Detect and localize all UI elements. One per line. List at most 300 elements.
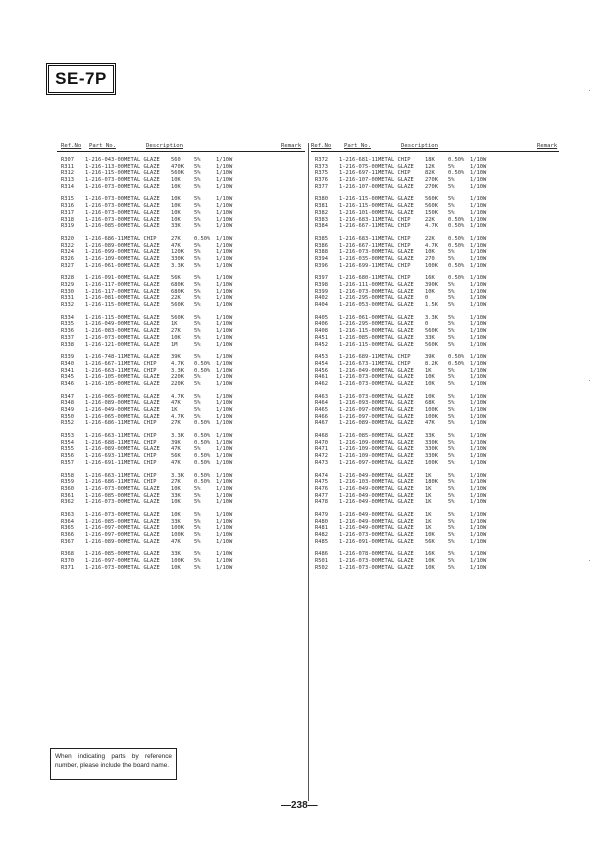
ref-no-cell: R320 bbox=[61, 235, 74, 242]
part-no-cell: 1-216-049-00 bbox=[339, 511, 378, 518]
part-no-cell: 1-216-109-00 bbox=[339, 453, 378, 460]
rating-cell: 1/10W bbox=[216, 314, 233, 321]
tolerance-cell: 5% bbox=[194, 538, 201, 545]
rating-cell: 1/10W bbox=[216, 393, 233, 400]
value-cell: 0 bbox=[425, 321, 429, 328]
tolerance-cell: 5% bbox=[448, 485, 455, 492]
tolerance-cell: 0.50% bbox=[194, 367, 211, 374]
part-no-cell: 1-216-075-00 bbox=[339, 163, 378, 170]
tolerance-cell: 5% bbox=[194, 328, 201, 335]
part-no-cell: 1-216-103-00 bbox=[339, 479, 378, 486]
value-cell: 10K bbox=[425, 374, 435, 381]
rating-cell: 1/10W bbox=[470, 157, 487, 163]
description-cell: METAL GLAZE bbox=[124, 551, 160, 558]
tolerance-cell: 5% bbox=[194, 551, 201, 558]
tolerance-cell: 0.50% bbox=[194, 453, 211, 460]
tolerance-cell: 5% bbox=[448, 459, 455, 466]
part-no-cell: 1-216-073-00 bbox=[339, 393, 378, 400]
tolerance-cell: 5% bbox=[194, 407, 201, 413]
description-cell: METAL GLAZE bbox=[124, 321, 160, 328]
part-no-cell: 1-216-061-00 bbox=[339, 314, 378, 321]
rating-cell: 1/10W bbox=[216, 216, 233, 223]
description-cell: METAL GLAZE bbox=[124, 282, 160, 288]
ref-no-cell: R474 bbox=[315, 472, 328, 479]
description-cell: METAL GLAZE bbox=[124, 163, 160, 170]
tolerance-cell: 5% bbox=[194, 400, 201, 407]
value-cell: 100K bbox=[171, 532, 184, 538]
description-cell: METAL GLAZE bbox=[378, 485, 414, 492]
rating-cell: 1/10W bbox=[216, 532, 233, 538]
rating-cell: 1/10W bbox=[470, 288, 487, 295]
rating-cell: 1/10W bbox=[470, 170, 487, 177]
value-cell: 1K bbox=[425, 492, 432, 499]
value-cell: 470K bbox=[171, 163, 184, 170]
ref-no-cell: R472 bbox=[315, 453, 328, 460]
description-cell: METAL GLAZE bbox=[124, 242, 160, 249]
ref-no-cell: R307 bbox=[61, 157, 74, 163]
rating-cell: 1/10W bbox=[216, 235, 233, 242]
description-cell: METAL GLAZE bbox=[378, 196, 414, 203]
rating-cell: 1/10W bbox=[216, 400, 233, 407]
model-badge bbox=[46, 63, 116, 95]
rating-cell: 1/10W bbox=[216, 170, 233, 177]
description-cell: METAL GLAZE bbox=[124, 275, 160, 282]
rating-cell: 1/10W bbox=[216, 499, 233, 506]
tolerance-cell: 5% bbox=[448, 183, 455, 190]
rating-cell: 1/10W bbox=[216, 242, 233, 249]
header-desc-right: Description bbox=[401, 143, 439, 149]
rating-cell: 1/10W bbox=[470, 321, 487, 328]
ref-no-cell: R381 bbox=[315, 203, 328, 210]
part-no-cell: 1-216-049-00 bbox=[339, 518, 378, 525]
description-cell: METAL GLAZE bbox=[378, 518, 414, 525]
rating-cell: 1/10W bbox=[470, 459, 487, 466]
description-cell: METAL GLAZE bbox=[124, 216, 160, 223]
ref-no-cell: R398 bbox=[315, 282, 328, 288]
tolerance-cell: 0.50% bbox=[448, 360, 465, 367]
part-no-cell: 1-216-035-00 bbox=[339, 255, 378, 262]
value-cell: 39K bbox=[171, 439, 181, 446]
ref-no-cell: R339 bbox=[61, 354, 74, 361]
part-no-cell: 1-216-295-00 bbox=[339, 321, 378, 328]
part-no-cell: 1-216-109-00 bbox=[339, 446, 378, 453]
tolerance-cell: 5% bbox=[448, 196, 455, 203]
value-cell: 10K bbox=[171, 177, 181, 184]
part-no-cell: 1-216-699-11 bbox=[339, 262, 378, 269]
description-cell: METAL GLAZE bbox=[124, 400, 160, 407]
description-cell: METAL GLAZE bbox=[124, 183, 160, 190]
value-cell: 10K bbox=[171, 485, 181, 492]
description-cell: METAL GLAZE bbox=[124, 532, 160, 538]
tolerance-cell: 5% bbox=[448, 374, 455, 381]
rating-cell: 1/10W bbox=[470, 328, 487, 335]
description-cell: METAL GLAZE bbox=[378, 341, 414, 348]
value-cell: 1K bbox=[425, 367, 432, 374]
part-no-cell: 1-216-113-00 bbox=[85, 163, 124, 170]
rating-cell: 1/10W bbox=[470, 525, 487, 532]
description-cell: METAL GLAZE bbox=[124, 354, 160, 361]
value-cell: 4.7K bbox=[425, 223, 438, 230]
ref-no-cell: R452 bbox=[315, 341, 328, 348]
ref-no-cell: R330 bbox=[61, 288, 74, 295]
tolerance-cell: 0.50% bbox=[194, 459, 211, 466]
rating-cell: 1/10W bbox=[216, 334, 233, 341]
value-cell: 10K bbox=[425, 288, 435, 295]
description-cell: METAL GLAZE bbox=[378, 413, 414, 420]
description-cell: METAL GLAZE bbox=[378, 183, 414, 190]
value-cell: 390K bbox=[425, 282, 438, 288]
description-cell: METAL GLAZE bbox=[124, 157, 160, 163]
ref-no-cell: R477 bbox=[315, 492, 328, 499]
ref-no-cell: R347 bbox=[61, 393, 74, 400]
part-no-cell: 1-216-667-11 bbox=[85, 360, 124, 367]
description-cell: METAL GLAZE bbox=[378, 420, 414, 427]
value-cell: 16K bbox=[425, 551, 435, 558]
value-cell: 33K bbox=[425, 334, 435, 341]
tolerance-cell: 5% bbox=[194, 262, 201, 269]
ref-no-cell: R337 bbox=[61, 334, 74, 341]
value-cell: 10K bbox=[425, 380, 435, 387]
tolerance-cell: 5% bbox=[448, 446, 455, 453]
ref-no-cell: R317 bbox=[61, 209, 74, 216]
ref-no-cell: R336 bbox=[61, 328, 74, 335]
tolerance-cell: 5% bbox=[448, 314, 455, 321]
ref-no-cell: R396 bbox=[315, 262, 328, 269]
part-no-cell: 1-216-073-00 bbox=[85, 183, 124, 190]
tolerance-cell: 0.50% bbox=[448, 223, 465, 230]
part-no-cell: 1-216-673-11 bbox=[339, 360, 378, 367]
ref-no-cell: R326 bbox=[61, 255, 74, 262]
value-cell: 39K bbox=[171, 354, 181, 361]
ref-no-cell: R467 bbox=[315, 420, 328, 427]
ref-no-cell: R352 bbox=[61, 420, 74, 427]
description-cell: METAL GLAZE bbox=[124, 262, 160, 269]
part-no-cell: 1-216-115-00 bbox=[85, 302, 124, 309]
rating-cell: 1/10W bbox=[470, 492, 487, 499]
ref-no-cell: R468 bbox=[315, 433, 328, 440]
ref-no-cell: R312 bbox=[61, 170, 74, 177]
tolerance-cell: 5% bbox=[194, 492, 201, 499]
rating-cell: 1/10W bbox=[216, 479, 233, 486]
tolerance-cell: 0.50% bbox=[448, 262, 465, 269]
tolerance-cell: 5% bbox=[448, 400, 455, 407]
description-cell: METAL GLAZE bbox=[124, 223, 160, 230]
rating-cell: 1/10W bbox=[470, 354, 487, 361]
ref-no-cell: R331 bbox=[61, 295, 74, 302]
description-cell: METAL GLAZE bbox=[378, 374, 414, 381]
value-cell: 1.5K bbox=[425, 302, 438, 309]
rating-cell: 1/10W bbox=[470, 551, 487, 558]
part-no-cell: 1-216-663-11 bbox=[85, 367, 124, 374]
part-no-cell: 1-216-049-00 bbox=[339, 472, 378, 479]
rating-cell: 1/10W bbox=[216, 472, 233, 479]
ref-no-cell: R311 bbox=[61, 163, 74, 170]
description-cell: METAL CHIP bbox=[124, 235, 157, 242]
description-cell: METAL GLAZE bbox=[378, 564, 414, 571]
value-cell: 47K bbox=[171, 446, 181, 453]
ref-no-cell: R318 bbox=[61, 216, 74, 223]
part-no-cell: 1-216-049-00 bbox=[85, 321, 124, 328]
ref-no-cell: R363 bbox=[61, 511, 74, 518]
rating-cell: 1/10W bbox=[216, 302, 233, 309]
description-cell: METAL GLAZE bbox=[378, 163, 414, 170]
tolerance-cell: 5% bbox=[194, 485, 201, 492]
rating-cell: 1/10W bbox=[216, 564, 233, 571]
value-cell: 33K bbox=[171, 492, 181, 499]
ref-no-cell: R367 bbox=[61, 538, 74, 545]
part-no-cell: 1-216-085-00 bbox=[85, 518, 124, 525]
tolerance-cell: 5% bbox=[448, 302, 455, 309]
value-cell: 220K bbox=[171, 380, 184, 387]
rating-cell: 1/10W bbox=[216, 288, 233, 295]
tolerance-cell: 5% bbox=[448, 499, 455, 506]
ref-no-cell: R348 bbox=[61, 400, 74, 407]
tolerance-cell: 5% bbox=[194, 282, 201, 288]
part-no-cell: 1-216-667-11 bbox=[339, 223, 378, 230]
rating-cell: 1/10W bbox=[470, 183, 487, 190]
description-cell: METAL GLAZE bbox=[378, 433, 414, 440]
tolerance-cell: 5% bbox=[194, 321, 201, 328]
header-remark-left: Remark bbox=[281, 143, 302, 149]
rating-cell: 1/10W bbox=[470, 314, 487, 321]
ref-no-cell: R354 bbox=[61, 439, 74, 446]
description-cell: METAL GLAZE bbox=[378, 328, 414, 335]
part-no-cell: 1-216-089-00 bbox=[85, 242, 124, 249]
ref-no-cell: R370 bbox=[61, 558, 74, 565]
part-no-cell: 1-216-681-11 bbox=[339, 157, 378, 163]
tolerance-cell: 5% bbox=[194, 499, 201, 506]
description-cell: METAL GLAZE bbox=[124, 203, 160, 210]
tolerance-cell: 0.50% bbox=[448, 354, 465, 361]
value-cell: 560K bbox=[171, 302, 184, 309]
value-cell: 560K bbox=[425, 328, 438, 335]
tolerance-cell: 0.50% bbox=[194, 420, 211, 427]
rating-cell: 1/10W bbox=[216, 262, 233, 269]
part-no-cell: 1-216-091-00 bbox=[339, 538, 378, 545]
value-cell: 68K bbox=[425, 400, 435, 407]
tolerance-cell: 0.50% bbox=[194, 479, 211, 486]
part-no-cell: 1-216-089-00 bbox=[85, 538, 124, 545]
tolerance-cell: 5% bbox=[448, 525, 455, 532]
value-cell: 47K bbox=[171, 538, 181, 545]
part-no-cell: 1-216-073-00 bbox=[339, 288, 378, 295]
part-no-cell: 1-216-073-00 bbox=[339, 564, 378, 571]
rating-cell: 1/10W bbox=[470, 275, 487, 282]
part-no-cell: 1-216-049-00 bbox=[339, 525, 378, 532]
part-no-cell: 1-216-065-00 bbox=[85, 413, 124, 420]
part-no-cell: 1-216-295-00 bbox=[339, 295, 378, 302]
part-no-cell: 1-216-686-11 bbox=[85, 235, 124, 242]
part-no-cell: 1-216-686-11 bbox=[85, 420, 124, 427]
part-no-cell: 1-216-115-00 bbox=[85, 170, 124, 177]
description-cell: METAL GLAZE bbox=[378, 459, 414, 466]
ref-no-cell: R324 bbox=[61, 249, 74, 256]
rating-cell: 1/10W bbox=[216, 163, 233, 170]
tolerance-cell: 5% bbox=[194, 341, 201, 348]
description-cell: METAL GLAZE bbox=[124, 499, 160, 506]
rating-cell: 1/10W bbox=[216, 282, 233, 288]
rating-cell: 1/10W bbox=[470, 209, 487, 216]
rating-cell: 1/10W bbox=[470, 196, 487, 203]
ref-no-cell: R371 bbox=[61, 564, 74, 571]
part-no-cell: 1-216-109-00 bbox=[85, 255, 124, 262]
rating-cell: 1/10W bbox=[470, 177, 487, 184]
rating-cell: 1/10W bbox=[216, 538, 233, 545]
tolerance-cell: 5% bbox=[448, 413, 455, 420]
part-no-cell: 1-216-691-11 bbox=[85, 459, 124, 466]
value-cell: 3.3K bbox=[171, 472, 184, 479]
tolerance-cell: 5% bbox=[448, 479, 455, 486]
header-ref-left: Ref.No bbox=[61, 143, 82, 149]
header-ref-right: Ref.No bbox=[311, 143, 332, 149]
rating-cell: 1/10W bbox=[470, 367, 487, 374]
rating-cell: 1/10W bbox=[470, 216, 487, 223]
part-no-cell: 1-216-089-00 bbox=[85, 400, 124, 407]
value-cell: 100K bbox=[425, 413, 438, 420]
tolerance-cell: 5% bbox=[194, 334, 201, 341]
value-cell: 22K bbox=[425, 216, 435, 223]
rating-cell: 1/10W bbox=[470, 282, 487, 288]
tolerance-cell: 5% bbox=[448, 341, 455, 348]
ref-no-cell: R501 bbox=[315, 558, 328, 565]
value-cell: 27K bbox=[171, 420, 181, 427]
ref-no-cell: R394 bbox=[315, 255, 328, 262]
tolerance-cell: 5% bbox=[448, 203, 455, 210]
value-cell: 47K bbox=[425, 420, 435, 427]
part-no-cell: 1-216-117-00 bbox=[85, 288, 124, 295]
description-cell: METAL GLAZE bbox=[124, 558, 160, 565]
ref-no-cell: R353 bbox=[61, 433, 74, 440]
part-no-cell: 1-216-091-00 bbox=[85, 275, 124, 282]
ref-no-cell: R473 bbox=[315, 459, 328, 466]
part-no-cell: 1-216-115-00 bbox=[339, 341, 378, 348]
value-cell: 100K bbox=[425, 262, 438, 269]
part-no-cell: 1-216-680-11 bbox=[339, 275, 378, 282]
description-cell: METAL CHIP bbox=[378, 157, 411, 163]
ref-no-cell: R475 bbox=[315, 479, 328, 486]
ref-no-cell: R366 bbox=[61, 532, 74, 538]
value-cell: 100K bbox=[171, 558, 184, 565]
ref-no-cell: R361 bbox=[61, 492, 74, 499]
value-cell: 560K bbox=[171, 170, 184, 177]
rating-cell: 1/10W bbox=[470, 407, 487, 413]
rating-cell: 1/10W bbox=[216, 420, 233, 427]
tolerance-cell: 5% bbox=[448, 433, 455, 440]
rating-cell: 1/10W bbox=[470, 518, 487, 525]
rating-cell: 1/10W bbox=[470, 242, 487, 249]
tolerance-cell: 0.50% bbox=[448, 157, 465, 163]
value-cell: 120K bbox=[171, 249, 184, 256]
rating-cell: 1/10W bbox=[216, 354, 233, 361]
rating-cell: 1/10W bbox=[470, 499, 487, 506]
tolerance-cell: 5% bbox=[448, 492, 455, 499]
rating-cell: 1/10W bbox=[216, 275, 233, 282]
ref-no-cell: R456 bbox=[315, 367, 328, 374]
tolerance-cell: 0.50% bbox=[194, 439, 211, 446]
tolerance-cell: 5% bbox=[448, 472, 455, 479]
ref-no-cell: R346 bbox=[61, 380, 74, 387]
tolerance-cell: 5% bbox=[448, 177, 455, 184]
header-part-right: Part No. bbox=[344, 143, 371, 149]
part-no-cell: 1-216-049-00 bbox=[339, 367, 378, 374]
rating-cell: 1/10W bbox=[216, 328, 233, 335]
rating-cell: 1/10W bbox=[216, 525, 233, 532]
value-cell: 1K bbox=[425, 472, 432, 479]
description-cell: METAL CHIP bbox=[378, 262, 411, 269]
rating-cell: 1/10W bbox=[470, 538, 487, 545]
rating-cell: 1/10W bbox=[470, 532, 487, 538]
part-no-cell: 1-216-115-00 bbox=[339, 203, 378, 210]
tolerance-cell: 5% bbox=[194, 354, 201, 361]
part-no-cell: 1-216-093-00 bbox=[339, 400, 378, 407]
part-no-cell: 1-216-073-00 bbox=[85, 334, 124, 341]
description-cell: METAL CHIP bbox=[124, 433, 157, 440]
tolerance-cell: 5% bbox=[194, 302, 201, 309]
tolerance-cell: 5% bbox=[194, 314, 201, 321]
value-cell: 3.3K bbox=[171, 262, 184, 269]
ref-no-cell: R372 bbox=[315, 157, 328, 163]
description-cell: METAL CHIP bbox=[378, 354, 411, 361]
description-cell: METAL GLAZE bbox=[378, 255, 414, 262]
value-cell: 100K bbox=[425, 459, 438, 466]
description-cell: METAL CHIP bbox=[378, 216, 411, 223]
value-cell: 22K bbox=[171, 295, 181, 302]
ref-no-cell: R313 bbox=[61, 177, 74, 184]
description-cell: METAL GLAZE bbox=[124, 341, 160, 348]
rating-cell: 1/10W bbox=[216, 367, 233, 374]
ref-no-cell: R356 bbox=[61, 453, 74, 460]
ref-no-cell: R465 bbox=[315, 407, 328, 413]
description-cell: METAL GLAZE bbox=[124, 518, 160, 525]
description-cell: METAL GLAZE bbox=[378, 177, 414, 184]
ref-no-cell: R399 bbox=[315, 288, 328, 295]
rating-cell: 1/10W bbox=[216, 407, 233, 413]
ref-no-cell: R341 bbox=[61, 367, 74, 374]
page-number: —238— bbox=[281, 800, 318, 811]
rating-cell: 1/10W bbox=[216, 558, 233, 565]
ref-no-cell: R397 bbox=[315, 275, 328, 282]
value-cell: 4.7K bbox=[425, 242, 438, 249]
tolerance-cell: 5% bbox=[448, 282, 455, 288]
ref-no-cell: R405 bbox=[315, 314, 328, 321]
ref-no-cell: R328 bbox=[61, 275, 74, 282]
rating-cell: 1/10W bbox=[470, 380, 487, 387]
description-cell: METAL GLAZE bbox=[378, 453, 414, 460]
description-cell: METAL CHIP bbox=[124, 453, 157, 460]
value-cell: 1K bbox=[425, 511, 432, 518]
ref-no-cell: R362 bbox=[61, 499, 74, 506]
value-cell: 10K bbox=[171, 209, 181, 216]
ref-no-cell: R340 bbox=[61, 360, 74, 367]
value-cell: 0 bbox=[425, 295, 429, 302]
ref-no-cell: R384 bbox=[315, 223, 328, 230]
rating-cell: 1/10W bbox=[216, 511, 233, 518]
description-cell: METAL GLAZE bbox=[124, 413, 160, 420]
rating-cell: 1/10W bbox=[216, 223, 233, 230]
part-no-cell: 1-216-117-00 bbox=[85, 282, 124, 288]
ref-no-cell: R358 bbox=[61, 472, 74, 479]
tolerance-cell: 5% bbox=[194, 183, 201, 190]
tolerance-cell: 5% bbox=[448, 249, 455, 256]
value-cell: 1K bbox=[425, 485, 432, 492]
description-cell: METAL CHIP bbox=[124, 459, 157, 466]
ref-no-cell: R471 bbox=[315, 446, 328, 453]
ref-no-cell: R357 bbox=[61, 459, 74, 466]
part-no-cell: 1-216-683-11 bbox=[339, 235, 378, 242]
description-cell: METAL CHIP bbox=[378, 242, 411, 249]
rating-cell: 1/10W bbox=[216, 255, 233, 262]
ref-no-cell: R364 bbox=[61, 518, 74, 525]
